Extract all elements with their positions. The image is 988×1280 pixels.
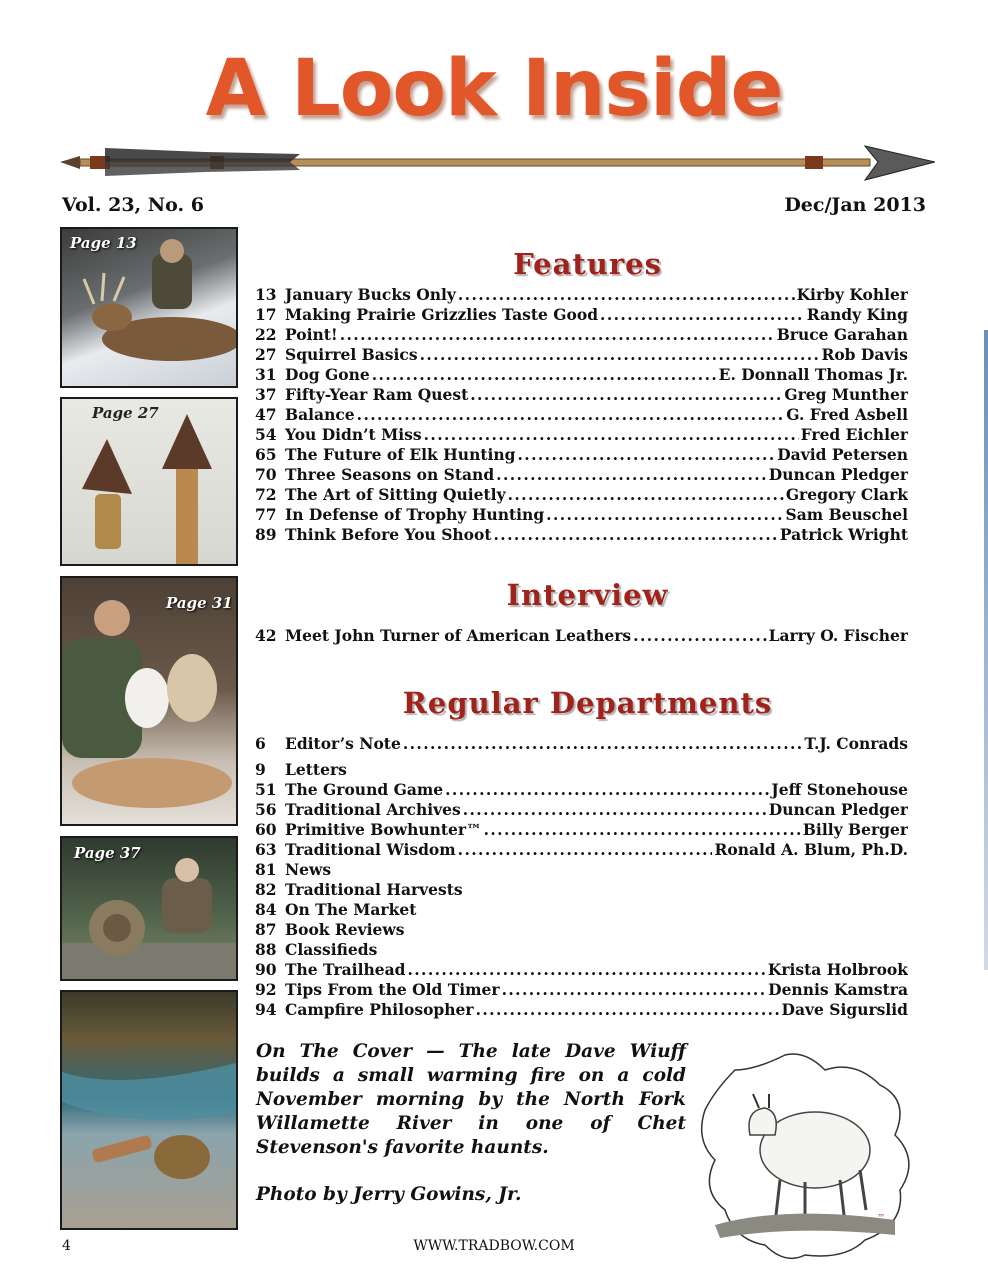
photo-caption: Page 37 (74, 844, 141, 862)
toc-author: Greg Munther (784, 385, 908, 404)
toc-author: G. Fred Asbell (786, 405, 908, 424)
toc-article-title: Dog Gone (285, 365, 370, 384)
features-heading: Features (513, 247, 662, 281)
photo-page-27 (60, 397, 238, 566)
toc-article-title: The Trailhead (285, 960, 406, 979)
photo-page-37 (60, 836, 238, 981)
toc-page-number: 56 (255, 800, 277, 819)
toc-page-number: 31 (255, 365, 277, 384)
toc-author: Patrick Wright (779, 525, 908, 544)
toc-article-title: Traditional Harvests (285, 880, 463, 899)
toc-leader-dots (458, 285, 795, 305)
toc-article-title: Traditional Wisdom (285, 840, 456, 859)
toc-entry[interactable] (255, 305, 908, 325)
toc-page-number: 47 (255, 405, 277, 424)
toc-leader-dots (518, 445, 776, 465)
issue-date: Dec/Jan 2013 (784, 194, 926, 216)
toc-author: David Petersen (777, 445, 908, 464)
toc-leader-dots (508, 485, 784, 505)
toc-entry[interactable] (255, 980, 908, 1000)
toc-article-title: Letters (285, 760, 347, 779)
toc-entry[interactable] (255, 405, 908, 425)
toc-author: Bruce Garahan (776, 325, 908, 344)
toc-author: Jeff Stonehouse (771, 780, 908, 799)
toc-author: Duncan Pledger (768, 465, 908, 484)
toc-page-number: 63 (255, 840, 277, 859)
toc-article-title: Tips From the Old Timer (285, 980, 500, 999)
toc-entry[interactable] (255, 734, 908, 754)
toc-entry[interactable] (255, 820, 908, 840)
toc-article-title: Squirrel Basics (285, 345, 418, 364)
toc-page-number: 42 (255, 626, 277, 645)
toc-article-title: Making Prairie Grizzlies Taste Good (285, 305, 599, 324)
toc-leader-dots (484, 820, 801, 840)
toc-leader-dots (463, 800, 767, 820)
toc-leader-dots (372, 365, 717, 385)
toc-entry[interactable] (255, 840, 908, 860)
toc-page-number: 27 (255, 345, 277, 364)
toc-article-title: The Future of Elk Hunting (285, 445, 516, 464)
toc-leader-dots (403, 734, 803, 754)
toc-page-number: 84 (255, 900, 277, 919)
toc-entry[interactable] (255, 345, 908, 365)
toc-page-number: 89 (255, 525, 277, 544)
toc-entry[interactable] (255, 900, 908, 920)
toc-article-title: In Defense of Trophy Hunting (285, 505, 545, 524)
toc-article-title: Meet John Turner of American Leathers (285, 626, 632, 645)
toc-entry[interactable] (255, 860, 908, 880)
footer-url[interactable]: WWW.TRADBOW.COM (413, 1238, 575, 1254)
toc-page-number: 65 (255, 445, 277, 464)
toc-author: Kirby Kohler (796, 285, 908, 304)
deer-icon (62, 229, 238, 388)
toc-author: Duncan Pledger (768, 800, 908, 819)
departments-first (255, 734, 908, 754)
features-list (255, 285, 908, 545)
photo-caption: Page 31 (166, 594, 233, 612)
toc-page-number: 22 (255, 325, 277, 344)
hunter-dogs-icon (62, 578, 238, 826)
toc-author: Larry O. Fischer (768, 626, 908, 645)
toc-author: Krista Holbrook (767, 960, 908, 979)
photo-page-31 (60, 576, 238, 826)
toc-author: Dave Sigurslid (781, 1000, 908, 1019)
toc-entry[interactable] (255, 760, 908, 780)
toc-author: E. Donnall Thomas Jr. (718, 365, 908, 384)
toc-article-title: The Art of Sitting Quietly (285, 485, 506, 504)
toc-article-title: Balance (285, 405, 355, 424)
toc-entry[interactable] (255, 485, 908, 505)
toc-page-number: 94 (255, 1000, 277, 1019)
toc-author: Fred Eichler (800, 425, 908, 444)
toc-page-number: 13 (255, 285, 277, 304)
toc-entry[interactable] (255, 780, 908, 800)
toc-page-number: 88 (255, 940, 277, 959)
toc-leader-dots (546, 505, 783, 525)
photo-credit: Photo by Jerry Gowins, Jr. (256, 1184, 522, 1205)
arrow-divider-icon (60, 138, 935, 188)
toc-entry[interactable] (255, 325, 908, 345)
interview-list (255, 626, 908, 646)
toc-page-number: 90 (255, 960, 277, 979)
toc-page-number: 9 (255, 760, 266, 779)
toc-page-number: 60 (255, 820, 277, 839)
toc-entry[interactable] (255, 445, 908, 465)
toc-author: Gregory Clark (785, 485, 908, 504)
photo-page-13 (60, 227, 238, 388)
toc-article-title: On The Market (285, 900, 417, 919)
toc-entry[interactable] (255, 1000, 908, 1020)
toc-leader-dots (357, 405, 785, 425)
toc-article-title: Primitive Bowhunter™ (285, 820, 482, 839)
toc-author: Billy Berger (802, 820, 908, 839)
toc-leader-dots (470, 385, 782, 405)
toc-page-number: 51 (255, 780, 277, 799)
toc-leader-dots (476, 1000, 780, 1020)
toc-article-title: Traditional Archives (285, 800, 461, 819)
toc-entry[interactable] (255, 385, 908, 405)
toc-author: Randy King (806, 305, 908, 324)
toc-page-number: 82 (255, 880, 277, 899)
toc-entry[interactable] (255, 465, 908, 485)
toc-author: Sam Beuschel (785, 505, 908, 524)
toc-article-title: Three Seasons on Stand (285, 465, 495, 484)
photo-caption: Page 27 (92, 404, 159, 422)
toc-page-number: 72 (255, 485, 277, 504)
toc-author: T.J. Conrads (804, 734, 908, 753)
toc-page-number: 17 (255, 305, 277, 324)
toc-page-number: 37 (255, 385, 277, 404)
interview-heading: Interview (506, 578, 669, 612)
toc-author: Ronald A. Blum, Ph.D. (714, 840, 908, 859)
volume-label: Vol. 23, No. 6 (62, 194, 204, 216)
toc-article-title: Fifty-Year Ram Quest (285, 385, 469, 404)
toc-page-number: 54 (255, 425, 277, 444)
page-number: 4 (62, 1238, 71, 1254)
toc-article-title: News (285, 860, 332, 879)
toc-article-title: Editor’s Note (285, 734, 401, 753)
river-fire-icon (62, 992, 238, 1230)
departments-heading: Regular Departments (402, 686, 773, 720)
toc-leader-dots (494, 525, 778, 545)
trademark-mark: ™ (877, 1213, 885, 1222)
toc-page-number: 70 (255, 465, 277, 484)
toc-entry[interactable] (255, 880, 908, 900)
toc-leader-dots (407, 960, 765, 980)
photo-cover (60, 990, 238, 1230)
toc-leader-dots (424, 425, 799, 445)
toc-article-title: Campfire Philosopher (285, 1000, 474, 1019)
toc-author: Rob Davis (821, 345, 908, 364)
toc-page-number: 81 (255, 860, 277, 879)
toc-leader-dots (445, 780, 769, 800)
toc-entry[interactable] (255, 960, 908, 980)
toc-entry[interactable] (255, 505, 908, 525)
toc-page-number: 6 (255, 734, 266, 753)
toc-page-number: 77 (255, 505, 277, 524)
toc-leader-dots (458, 840, 713, 860)
toc-article-title: Think Before You Shoot (285, 525, 492, 544)
toc-leader-dots (633, 626, 766, 646)
toc-entry[interactable] (255, 626, 908, 646)
toc-page-number: 87 (255, 920, 277, 939)
page-edge-decoration (984, 330, 988, 970)
toc-entry[interactable] (255, 525, 908, 545)
departments-list (255, 760, 908, 1020)
toc-author: Dennis Kamstra (768, 980, 908, 999)
toc-leader-dots (420, 345, 820, 365)
toc-entry[interactable] (255, 425, 908, 445)
toc-article-title: Point! (285, 325, 338, 344)
toc-entry[interactable] (255, 285, 908, 305)
toc-entry[interactable] (255, 920, 908, 940)
toc-article-title: The Ground Game (285, 780, 444, 799)
mountain-goat-logo-icon (695, 1050, 925, 1265)
toc-leader-dots (600, 305, 805, 325)
toc-leader-dots (496, 465, 767, 485)
toc-article-title: January Bucks Only (285, 285, 456, 304)
toc-leader-dots (502, 980, 767, 1000)
photo-caption: Page 13 (70, 234, 137, 252)
cover-description: On The Cover — The late Dave Wiuff builds a small warming fire on a cold November morning by the North Fork Willamette River in one of Chet Stevenson's favorite haunts. (256, 1041, 686, 1158)
toc-entry[interactable] (255, 940, 908, 960)
arrowheads-icon (62, 399, 238, 566)
page-title: A Look Inside (205, 44, 783, 134)
toc-article-title: You Didn’t Miss (285, 425, 422, 444)
toc-article-title: Classifieds (285, 940, 378, 959)
toc-entry[interactable] (255, 800, 908, 820)
toc-page-number: 92 (255, 980, 277, 999)
toc-entry[interactable] (255, 365, 908, 385)
toc-leader-dots (340, 325, 775, 345)
toc-article-title: Book Reviews (285, 920, 405, 939)
